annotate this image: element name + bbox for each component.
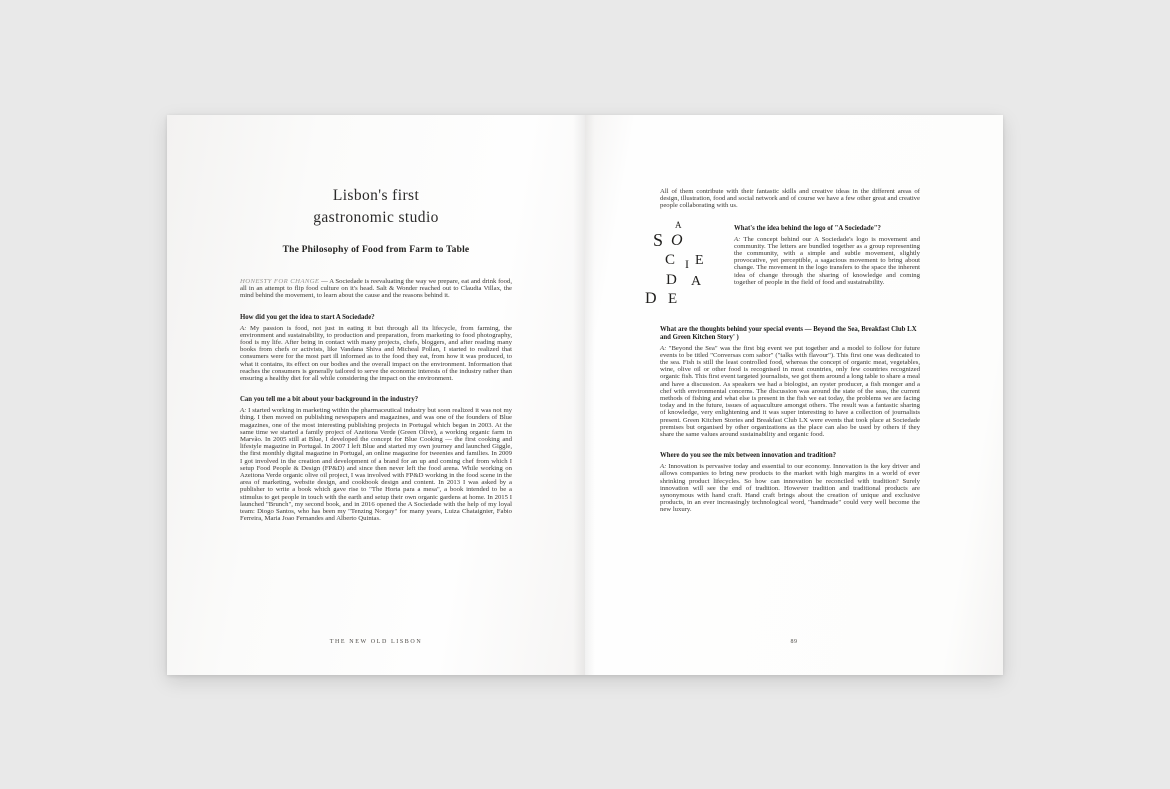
- answer-background: [240, 407, 512, 522]
- answer-innovation-tradition: [660, 463, 920, 513]
- intro-kicker: HONESTY FOR CHANGE: [240, 278, 320, 285]
- article-title-line1: Lisbon's first: [332, 187, 420, 204]
- article-subtitle: The Philosophy of Food from Farm to Table: [282, 245, 470, 255]
- intro-paragraph: [240, 278, 512, 300]
- logo-letter: E: [668, 290, 678, 307]
- article-title: [240, 185, 512, 229]
- answer-text: Innovation is pervasive today and essential to our economy. Innovation is the key driver and allows companies to bring new products to the market with high margins in a world of ever shrinking product lifecycles. So how can innovation be reconciled with tradition? Surely innovation will see the end of tradition. However tradition and traditional products are synonymous with hand craft. Hand craft brings about the creation of unique and exclusive products, in an ever increasingly technological word, "handmade" could very well become the new luxury.: [660, 463, 920, 514]
- answer-prefix: A:: [240, 324, 247, 332]
- answer-prefix: A:: [240, 407, 247, 415]
- running-footer-title: THE NEW OLD LISBON: [329, 639, 423, 645]
- logo-letter: A: [691, 273, 702, 289]
- answer-text: I started working in marketing within the pharmaceutical industry but soon realized it was not my thing. I then moved on publishing newspapers and magazines, and was one of the founders of Blue magazines, one of the most interesting publishing projects in Portugal which began in 2003. At the same time we started a family project of Azeitona Verde (Green Olive), a working organic farm in Marvão. In 2005 still at Blue, I developed the concept for Blue Cooking — the first cooking and lifestyle magazine in Portugal. In 2007 I left Blue and started my own journey and launched Giggle, the first monthly digital magazine in Portugal, an online magazine for tweenies and families. In 2009 I got involved in the creation and development of a brand for an up and coming chef from which I setup Food People & Design (FP&D) and since then never left the food arena. While working on Azeitona Verde organic olive oil project, I was involved with FP&D working in the food scene in the area of marketing, website design, and cookbook design and content. In 2013 I was asked by a publisher to write a book which gave rise to "The Horta para a mesa", a book intended to be a stimulus to get people in touch with the earth and setup their own organic gardens at home. In 2015 I launched "Brunch", my second book, and in 2016 opened the A Sociedade with the help of my loyal team: Diogo Santos, who has been my "Tenzing Norgay" for many years, Luiza Chataignier, Fabio Ferreira, Maria Joao Fernandes and Alberto Quintas.: [240, 407, 512, 523]
- intro-text: A Sociedade is reevaluating the way we prepare, eat and drink food, all in an attempt to flip food culture on it's head. Salt & Wonder reached out to Claudia Villax, the mind behind the movement, to learn about the cause and the reasons behind it.: [240, 278, 512, 300]
- answer-special-events: [660, 345, 920, 439]
- logo-letter: I: [685, 256, 689, 271]
- answer-text: The concept behind our A Sociedade's logo is movement and community. The letters are bundled together as a group representing the community, with a simple and subtle movement, slightly provocative, yet perceptible, a sagacious movement to bring about change. The movement in the logo transfers to the space the inherent idea of change through the sharing of knowledge and coming together of people in the field of food and sustainability.: [734, 235, 920, 286]
- logo-letter: A: [675, 219, 682, 230]
- logo-section: [645, 219, 920, 312]
- logo-letter: S: [653, 229, 664, 250]
- logo-letter: E: [695, 252, 704, 268]
- magazine-spread: [167, 115, 1003, 675]
- answer-text: "Beyond the Sea" was the first big event we put together and a model to follow for future events to be titled "Conversas com sabor" ("talks with flavour"). This first one was dedicated to the sea. Fish is still the least controlled food, whereas the concept of organic meat, vegetables, wine, olive oil or other food is recognised in most countries, only few countries recognized organic fish. This first event targeted journalists, we got them around a long table to share a meal and have a discussion. As speakers we had a biologist, an oyster producer, a fish monger and a chef with environmental concerns. The discussion was around the state of the seas, the current methods of fishing and what else is present in the fish we eat today, the problems we are facing today and in the future, issues of aquaculture amongst others. The result was a fantastic sharing of knowledge, very enlightening and it was super interesting to have a collection of journalists present. Green Kitchen Stories and Breakfast Club LX were events that took place at Sociedade premises but organised by other organizations as the place can also be used by others if they share the same values around sustainability and organic food.: [660, 344, 920, 439]
- answer-prefix: A:: [734, 235, 741, 243]
- logo-question-block: [722, 220, 920, 312]
- article-title-line2: gastronomic studio: [313, 209, 439, 226]
- answer-logo: [734, 236, 920, 286]
- logo-letter: O: [671, 231, 683, 249]
- intro-separator: —: [319, 278, 330, 285]
- continuation-paragraph: All of them contribute with their fantastic skills and creative ideas in the different areas of design, illustration, food and social network and of course we have a few other great and creative people collaborating with us.: [660, 188, 920, 210]
- logo-letter: C: [665, 251, 676, 268]
- right-page: [585, 115, 1003, 675]
- answer-prefix: A:: [660, 344, 667, 352]
- page-number: 89: [790, 639, 798, 645]
- left-page-column: [240, 185, 512, 522]
- logo-letter: D: [645, 289, 657, 307]
- a-sociedade-logo: [644, 220, 722, 312]
- right-page-column: [645, 188, 920, 514]
- left-page: [167, 115, 585, 675]
- question-innovation-tradition: Where do you see the mix between innovation and tradition?: [660, 452, 837, 460]
- logo-letter: D: [666, 271, 677, 288]
- answer-text: My passion is food, not just in eating it but through all its lifecycle, from farming, the environment and sustainability, to production and preparation, from marketing to food photography, food is my life. After being in contact with many projects, chefs, bloggers, and after reading many books from chefs or activists, like Vandana Shiva and Micheal Pollan, I started to realized that consumers were for the most part ill informed as to the food they eat, from how it was produced, to what it contains, its effect on our bodies and the overall impact on the environment. Information that reaches the consumers is generally tailored to serve the economic interests of the industry rather than ensuring a healthy diet for all while considering the impact on the environment.: [240, 324, 512, 383]
- answer-prefix: A:: [660, 463, 667, 471]
- question-special-events: What are the thoughts behind your special events — Beyond the Sea, Breakfast Club LX and Green Kitchen Story' ): [660, 325, 917, 341]
- question-idea-start: How did you get the idea to start A Sociedade?: [240, 313, 375, 321]
- question-logo: What's the idea behind the logo of "A Sociedade"?: [734, 224, 881, 232]
- question-background: Can you tell me a bit about your background in the industry?: [240, 396, 419, 404]
- answer-idea-start: [240, 325, 512, 383]
